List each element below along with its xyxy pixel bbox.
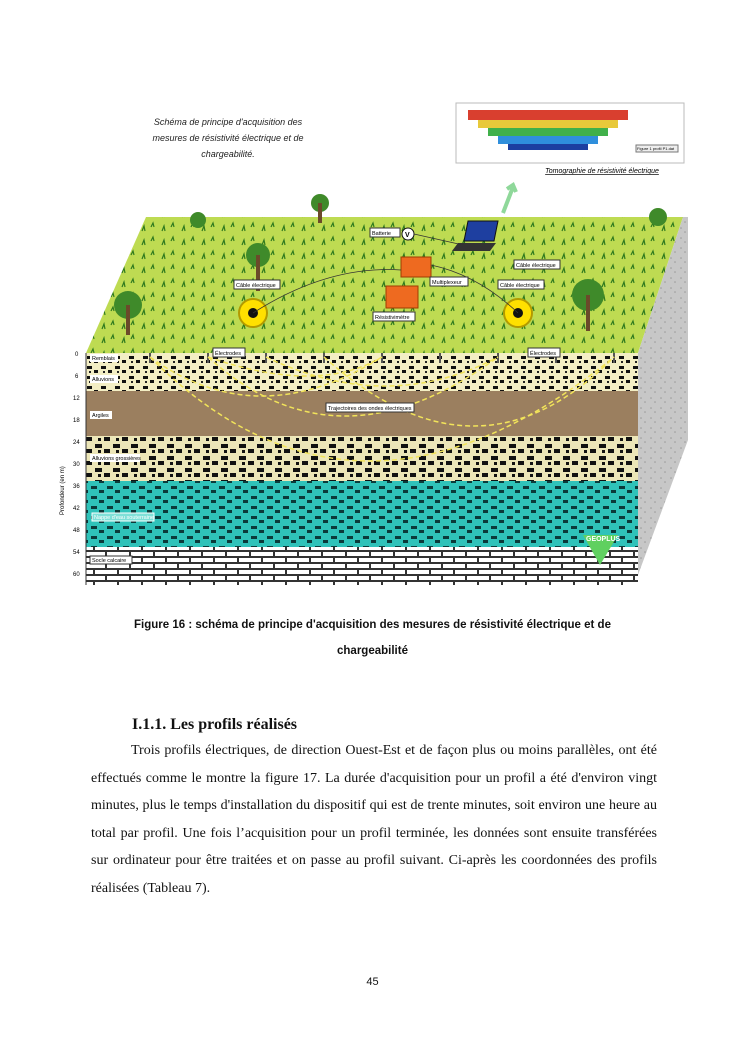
section-heading: I.1.1. Les profils réalisés — [132, 716, 298, 733]
svg-text:54: 54 — [73, 550, 80, 556]
svg-text:Électrodes: Électrodes — [530, 351, 556, 357]
svg-text:18: 18 — [73, 418, 80, 424]
svg-text:Schéma de principe d'acquisiti: Schéma de principe d'acquisition des — [153, 117, 303, 127]
svg-text:12: 12 — [73, 396, 80, 402]
figure-16 — [58, 95, 688, 587]
figure-caption-line1: Figure 16 : schéma de principe d'acquisition des mesures de résistivité électrique et de — [134, 619, 611, 631]
svg-text:Câble électrique: Câble électrique — [236, 283, 276, 289]
svg-text:36: 36 — [73, 484, 80, 490]
svg-text:48: 48 — [73, 528, 80, 534]
svg-text:60: 60 — [73, 572, 80, 578]
svg-text:24: 24 — [73, 440, 80, 446]
multiplexer-box — [401, 257, 431, 277]
layer-argiles — [86, 391, 638, 436]
resistivimeter-box — [386, 286, 418, 308]
svg-text:Socle calcaire: Socle calcaire — [92, 558, 127, 564]
depth-axis — [60, 352, 86, 585]
schema-title — [152, 117, 303, 159]
figure-caption-line2: chargeabilité — [337, 645, 408, 657]
svg-text:0: 0 — [75, 352, 79, 358]
layer-alluvions-grossieres — [86, 436, 638, 481]
svg-text:Profondeur (en m): Profondeur (en m) — [60, 466, 66, 515]
svg-text:Batterie: Batterie — [372, 231, 391, 237]
svg-text:Tomographie de résistivité éle: Tomographie de résistivité électrique — [545, 168, 659, 175]
svg-text:Trajectoires des ondes électri: Trajectoires des ondes électriques — [328, 406, 412, 412]
svg-text:Multiplexeur: Multiplexeur — [432, 280, 462, 286]
svg-text:Câble électrique: Câble électrique — [516, 263, 556, 269]
svg-text:GEOPLUS: GEOPLUS — [586, 536, 621, 543]
svg-text:Résistivimètre: Résistivimètre — [375, 315, 410, 321]
svg-text:Câble électrique: Câble électrique — [500, 283, 540, 289]
svg-text:Alluvions: Alluvions — [92, 377, 115, 383]
paragraph-text: Trois profils électriques, de direction Ouest-Est et de façon plus ou moins parallèles, ont été effectués comme le montre la figure 17. La durée d'acquisition pour un profil a été d'environ vingt minutes, plus le temps d'installation du dispositif qui est de trente minutes, soit environ une heure au total par profil. Une fois l’acquisition pour un profil terminée, les données sont ensuite transférées sur ordinateur pour être traitées et on passe au profil suivant. Ci-après les coordonnées des profils réalisées (Tableau 7). — [91, 743, 657, 896]
svg-text:mesures de résistivité électri: mesures de résistivité électrique et de — [152, 133, 304, 143]
svg-text:Argiles: Argiles — [92, 413, 109, 419]
svg-text:chargeabilité.: chargeabilité. — [201, 149, 255, 159]
tomography-inset — [456, 103, 684, 175]
page-number: 45 — [366, 976, 379, 988]
svg-text:Figure 1 profil P1.dat: Figure 1 profil P1.dat — [637, 146, 675, 151]
svg-text:42: 42 — [73, 506, 80, 512]
svg-text:Alluvions grossières: Alluvions grossières — [92, 456, 141, 462]
svg-text:30: 30 — [73, 462, 80, 468]
svg-text:Électrodes: Électrodes — [215, 351, 241, 357]
acquisition-schematic — [58, 95, 688, 587]
svg-text:6: 6 — [75, 374, 79, 380]
body-paragraph — [91, 737, 657, 902]
svg-text:V: V — [405, 232, 410, 239]
layer-water — [86, 481, 638, 547]
svg-text:Remblais: Remblais — [92, 356, 115, 362]
layer-bedrock — [86, 547, 638, 585]
svg-text:Nappe d'eau souterraine: Nappe d'eau souterraine — [94, 515, 155, 521]
